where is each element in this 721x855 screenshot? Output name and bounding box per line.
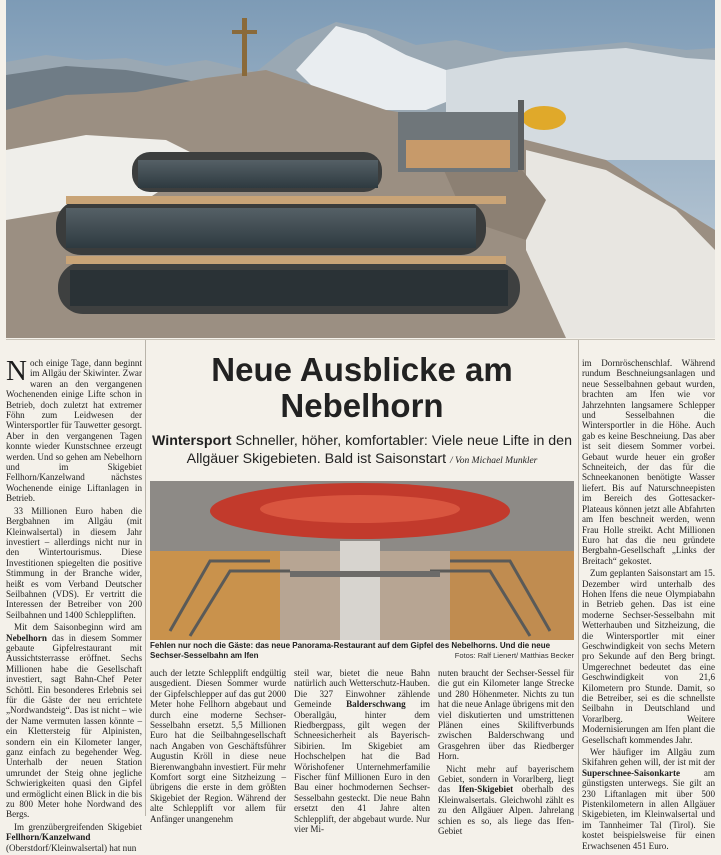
article-column-3	[294, 668, 430, 837]
deck	[150, 432, 574, 470]
paragraph-text: Im grenzübergreifenden Skigebiet	[14, 821, 142, 832]
article-column-2	[150, 668, 286, 826]
paragraph: auch der letzte Schlepplift endgültig ausgedient. Diesen Sommer wurde der Gipfelschlepper auf das gut 2000 Meter hohe Fellhorn abgebaut und durch eine moderne Sechser-Sesselbahn ersetzt. 5,5 Millionen Euro hat die Seilbahngesellschaft nach Angaben von Geschäftsführer Augustin Kröll in diese neue Bierenwangbahn investiert. Für mehr Komfort sorgt eine Sitzheizung – übrigens die erste in dem größten Skigebiet der Region. Während der alte Schlepplift vor allem für Anfänger unangenehm	[150, 668, 286, 824]
photo-credit: Fotos: Ralf Lienert/ Matthias Becker	[454, 651, 574, 660]
photo-caption: Fehlen nur noch die Gäste: das neue Panorama-Restaurant auf dem Gipfel des Nebelhorns. Und die neue Sechser-Sesselbahn am Ifen	[150, 641, 551, 660]
column-rule	[578, 340, 579, 816]
chairlift-station-photo	[150, 481, 574, 640]
paragraph-text: steil war, bietet die neue Bahn natürlich auch Wetterschutz-Hauben. Die 327 Einwohner zählende Gemeinde	[294, 668, 430, 710]
paragraph-text: am günstigsten unterwegs. Sie gilt an 230 Liftanlagen mit über 500 Pistenkilometern in allen Allgäuer Skigebieten, im Kleinwalsertal und im Tannheimer Tal (Tirol). Sie kostet beispielsweise für einen Erwachsenen 451 Euro.	[582, 767, 715, 851]
paragraph-text: Nicht mehr auf bayerischem Gebiet, sondern in Vorarlberg, liegt das	[438, 763, 574, 795]
article-column-1	[6, 355, 142, 855]
bold-term: Superschnee-Saisonkarte	[582, 767, 681, 778]
headline: Neue Ausblicke am Nebelhorn	[211, 351, 513, 424]
article-column-5	[582, 358, 715, 853]
bold-term: Ifen-Skigebiet	[458, 784, 514, 795]
bold-term: Fellhorn/Kanzelwand	[6, 832, 91, 843]
paragraph: och einige Tage, dann beginnt im Allgäu der Skiwinter. Zwar waren an den vergangenen Wochenenden einige Lifte schon in Betrieb, doch zuletzt hat extremer Föhn zum Leidwesen der Wintersportler für Tauwetter gesorgt. Aber in den vergangenen Tagen konnte wieder Kunstschnee erzeugt werden. Und so gehen am Nebelhorn und im Skigebiet Fellhorn/Kanzelwand nächstes Wochenende einige Liftanlagen in Betrieb.	[6, 358, 142, 504]
deck-kicker: Wintersport	[152, 433, 232, 449]
bold-term: Balderschwang	[346, 699, 406, 710]
deck-text: Schneller, höher, komfortabler: Viele neue Lifte in den Allgäuer Skigebieten. Bald ist Saisonstart	[186, 433, 572, 467]
drop-cap: N	[6, 355, 27, 387]
paragraph-text: das in diesem Sommer gebaute Gipfelrestaurant mit Aussichtsterrasse eröffnet. Sechs Millionen habe die Gesellschaft investiert, sagt Bahn-Chef Peter Schöttl. Ein besonderes Erlebnis sei für die Gäste der neu errichtete „Nordwandsteig“. Das ist nicht – wie der Name vermuten lassen könnte – ein Klettersteig für Alpinisten, sondern ein ein Kilometer langer, ganz einfach zu begehender Weg. Unterhalb der neuen Station umrundet der Steig ohne jegliche Schwierigkeiten quasi den Gipfel und ermöglicht einen Blick in die bis zu 800 Meter hohe Nordwand des Bergs.	[6, 632, 142, 820]
paragraph-text: Mit dem Saisonbeginn wird am	[14, 622, 142, 633]
summit-restaurant-photo	[6, 0, 715, 338]
paragraph-text: oberhalb des Kleinwalsertals. Gleichwohl zählt es zu den Allgäuer Alpen. Jahrelang schien es so, als liege das Ifen-Gebiet	[438, 784, 574, 837]
author-byline: / Von Michael Munkler	[450, 456, 538, 466]
column-rule	[145, 340, 146, 816]
paragraph: im Dornröschenschlaf. Während rundum Beschneiungsanlagen und neue Sesselbahnen gebaut wurden, brachten am Ifen wie vor Jahrzehnten langsamere Schlepper und Sesselbahnen die Wintersportler in die Höhe. Auch gab es keine Beschneiung. Das aber ist seit diesem Sommer vorbei. Gebaut wurde heuer ein großer Schneiteich, der das für die Schneekanonen benötigte Wasser liefert. Bis auf Naturschneepisten im Bereich des Gottesacker-Plateaus können jetzt alle Abfahrten am Ifen beschneit werden, wenn Frau Holle streikt. Acht Millionen Euro hat das die neu gründete Bergbahn-Gesellschaft „Links der Breitach“ gekostet.	[582, 358, 715, 566]
bold-term: Nebelhorn	[6, 632, 47, 643]
paragraph: 33 Millionen Euro haben die Bergbahnen im Allgäu (mit Kleinwalsertal) in diesem Jahr investiert – allerdings nicht nur in den Wintertourismus. Diese Investitionen spiegelten die positive Stimmung in der Branche wider, heißt es vom Verband Deutscher Seilbahnen (VDS). Er vertritt die Interessen der Betreiber von 200 Seilbahnen und 1400 Schleppliften.	[6, 505, 142, 620]
paragraph-text: im Oberallgäu, hinter dem Riedbergpass, gilt wegen der Schneesicherheit als Bayerisch-Sibirien. Im Skigebiet am Hochschelpen hat die Bad Wörishofener Unternehmerfamilie Fischer fünf Millionen Euro in den Bau einer hochmodernen Sechser-Sesselbahn gesteckt. Die neue Bahn ersetzt den 41 Jahre alten Schlepplift, der abgebaut wurde. Nur vier Mi-	[294, 699, 430, 835]
paragraph: Zum geplanten Saisonstart am 15. Dezember wird unterhalb des Hohen Ifens die neue Olympiabahn in Betrieb gehen. Das ist eine moderne Sechser-Sesselbahn mit Wetterhauben und Sitzheizung, die die Wintersportler mit einer Geschwindigkeit von sechs Metern pro Sekunde auf den Berg bringt. Umgerechnet bedeutet das eine Geschwindigkeit von 21,6 Kilometern pro Stunde. Damit, so die Betreiber, sei es die schnellste Seilbahn in Deutschland und Vorarlberg. Weitere Modernisierungen am Ifen plant die Gesellschaft kommendes Jahr.	[582, 568, 715, 745]
article-column-4	[438, 668, 574, 839]
paragraph: nuten braucht der Sechser-Sessel für die gut ein Kilometer lange Strecke und 280 Höhenmeter. Nichts zu tun hat die neue Anlage übrigens mit den viel diskutierten und umstrittenen Plänen eines Skiliftverbunds zwischen Balderschwang und Grasgehren über das Riedberger Horn.	[438, 668, 574, 762]
paragraph-text: Wer häufiger im Allgäu zum Skifahren gehen will, der ist mit der	[582, 747, 715, 768]
paragraph-text: (Oberstdorf/Kleinwalsertal) hat nun	[6, 842, 137, 853]
separator-rule	[6, 339, 715, 340]
